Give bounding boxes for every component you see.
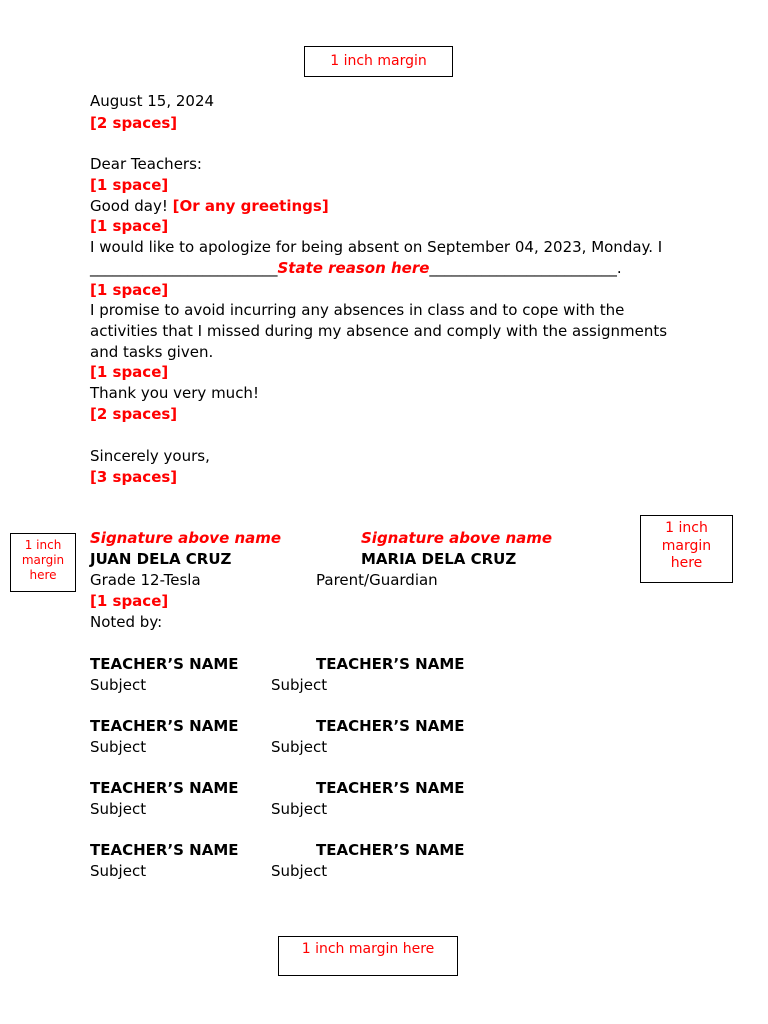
right-margin-label: 1 inch margin here	[661, 520, 712, 571]
spacing-note: [1 space]	[90, 363, 169, 381]
teacher-subject: Subject	[271, 738, 328, 756]
teacher-name: TEACHER’S NAME	[90, 779, 239, 797]
bottom-margin-box	[278, 936, 458, 976]
parent-role: Parent/Guardian	[316, 571, 438, 589]
spacing-note: [1 space]	[90, 176, 169, 194]
closing: Sincerely yours,	[90, 447, 210, 465]
spacing-note: [2 spaces]	[90, 405, 178, 423]
teacher-subject: Subject	[271, 862, 328, 880]
teacher-name: TEACHER’S NAME	[90, 655, 239, 673]
reason-blank-right: _________________________.	[429, 259, 622, 277]
salutation: Dear Teachers:	[90, 155, 202, 173]
greeting-note: [Or any greetings]	[172, 197, 329, 215]
spacing-note: [2 spaces]	[90, 114, 178, 132]
teacher-subject: Subject	[90, 800, 147, 818]
spacing-note: [1 space]	[90, 592, 169, 610]
teacher-name: TEACHER’S NAME	[316, 841, 465, 859]
student-name: JUAN DELA CRUZ	[90, 550, 232, 568]
teacher-subject: Subject	[271, 676, 328, 694]
parent-name: MARIA DELA CRUZ	[361, 550, 517, 568]
letter-date: August 15, 2024	[90, 92, 215, 110]
teacher-subject: Subject	[90, 738, 147, 756]
teacher-name: TEACHER’S NAME	[316, 655, 465, 673]
right-margin-box	[640, 515, 733, 583]
teacher-name: TEACHER’S NAME	[316, 779, 465, 797]
noted-by: Noted by:	[90, 613, 163, 631]
teacher-subject: Subject	[271, 800, 328, 818]
apology-line: I would like to apologize for being absent on September 04, 2023, Monday. I	[90, 238, 663, 256]
top-margin-label: 1 inch margin	[330, 53, 427, 69]
teacher-subject: Subject	[90, 676, 147, 694]
teacher-name: TEACHER’S NAME	[316, 717, 465, 735]
spacing-note: [1 space]	[90, 217, 169, 235]
signature-hint-parent: Signature above name	[361, 529, 553, 547]
spacing-note: [3 spaces]	[90, 468, 178, 486]
signature-hint-student: Signature above name	[90, 529, 282, 547]
left-margin-box	[10, 533, 76, 592]
left-margin-label: 1 inch margin here	[21, 538, 65, 582]
spacing-note: [1 space]	[90, 281, 169, 299]
greeting-line	[90, 196, 329, 216]
bottom-margin-label: 1 inch margin here	[301, 941, 435, 957]
teacher-subject: Subject	[90, 862, 147, 880]
thanks-line: Thank you very much!	[90, 384, 259, 402]
promise-paragraph: I promise to avoid incurring any absences in class and to cope with the activities that I missed during my absence and comply with the assignments and tasks given.	[90, 301, 668, 361]
top-margin-box	[304, 46, 453, 77]
teacher-name: TEACHER’S NAME	[90, 717, 239, 735]
reason-line	[90, 258, 622, 278]
teacher-name: TEACHER’S NAME	[90, 841, 239, 859]
reason-placeholder: State reason here	[277, 259, 430, 277]
greeting: Good day!	[90, 197, 168, 215]
reason-blank-left: _________________________	[90, 259, 278, 277]
student-grade: Grade 12-Tesla	[90, 571, 201, 589]
